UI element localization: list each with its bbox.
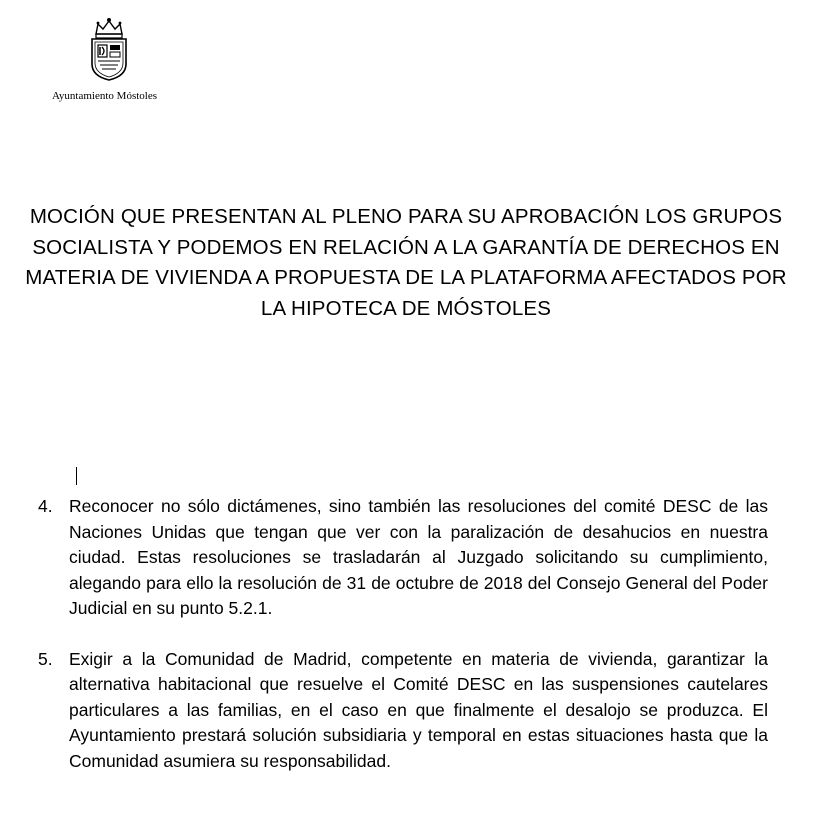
item-number: 5. <box>38 648 53 669</box>
title-line: MATERIA DE VIVIENDA A PROPUESTA DE LA PLATAFORMA AFECTADOS POR LA HIPOTECA DE MÓSTOLES <box>25 266 787 320</box>
document-header <box>52 16 192 106</box>
org-name: Ayuntamiento Móstoles <box>52 90 158 102</box>
text-cursor <box>76 467 77 485</box>
document-title <box>20 202 792 324</box>
motion-items-list <box>38 494 768 799</box>
title-line: MOCIÓN QUE PRESENTAN AL PLENO PARA SU APROBACIÓN LOS GRUPOS <box>29 205 783 228</box>
title-line: SOCIALISTA Y PODEMOS EN RELACIÓN A LA GARANTÍA DE DERECHOS EN <box>32 235 780 259</box>
list-item <box>38 494 768 622</box>
item-text: Exigir a la Comunidad de Madrid, competente en materia de vivienda, garantizar la alternativa habitacional que resuelve el Comité DESC en las suspensiones cautelares particulares a las familias, en el caso en que finalmente el desalojo se produzca. El Ayuntamiento prestará solución subsidiaria y temporal en estas situaciones hasta que la Comunidad asumiera su responsabilidad. <box>69 648 768 771</box>
coat-of-arms-icon <box>84 16 134 82</box>
list-item <box>38 647 768 775</box>
item-text: Reconocer no sólo dictámenes, sino también las resoluciones del comité DESC de las Naciones Unidas que tengan que ver con la paralización de desahucios en nuestra ciudad. Estas resoluciones se trasladarán al Juzgado solicitando su cumplimiento, alegando para ello la resolución de 31 de octubre de 2018 del Consejo General del Poder Judicial en su punto 5.2.1. <box>69 496 768 618</box>
item-number: 4. <box>38 496 53 516</box>
